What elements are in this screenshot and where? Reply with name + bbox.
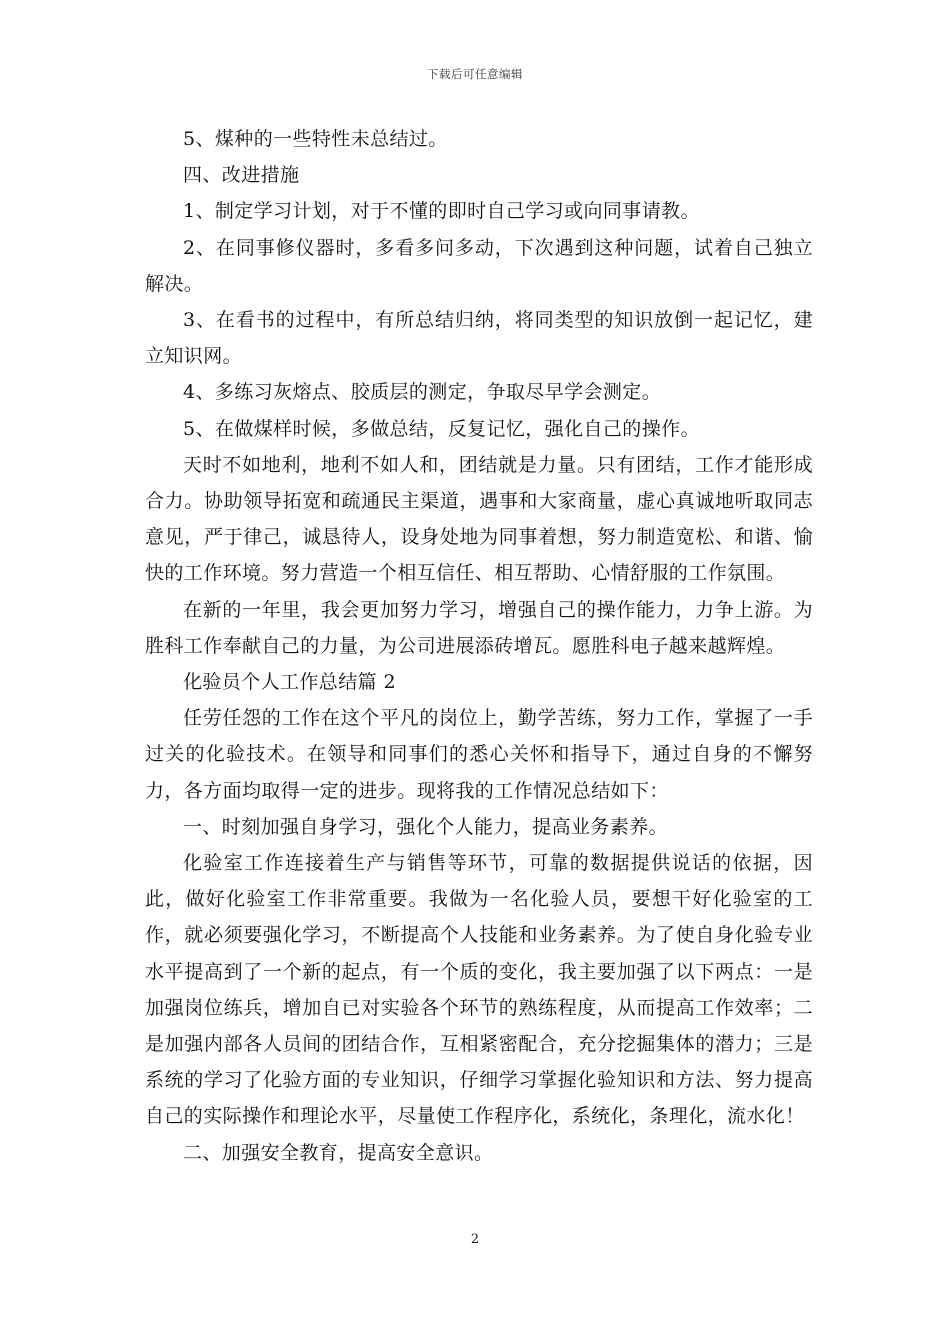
paragraph-knowledge-network: 3、在看书的过程中，有所总结归纳，将同类型的知识放倒一起记忆，建立知识网。 (145, 309, 813, 368)
paragraph-new-year: 在新的一年里，我会更加努力学习，增强自己的操作能力，力争上游。为胜科工作奉献自己的力量，为公司进展添砖增瓦。愿胜科电子越来越辉煌。 (145, 598, 813, 657)
paragraph-ash-fusion-practice: 4、多练习灰熔点、胶质层的测定，争取尽早学会测定。 (183, 381, 662, 404)
header-note: 下载后可任意编辑 (427, 67, 523, 81)
section-heading-self-study: 一、时刻加强自身学习，强化个人能力，提高业务素养。 (183, 815, 669, 838)
paragraph-study-plan: 1、制定学习计划，对于不懂的即时自己学习或向同事请教。 (183, 200, 700, 223)
paragraph-teamwork: 天时不如地利，地利不如人和，团结就是力量。只有团结，工作才能形成合力。协助领导拓宽和疏通民主渠道，遇事和大家商量，虚心真诚地听取同志意见，严于律己，诚恳待人，设身处地为同事着想，努力制造宽松、和谐、愉快的工作环境。努力营造一个相互信任、相互帮助、心情舒服的工作氛围。 (145, 453, 813, 585)
paragraph-coal-characteristics: 5、煤种的一些特性未总结过。 (183, 128, 448, 150)
paragraph-lab-work: 化验室工作连接着生产与销售等环节，可靠的数据提供说话的依据，因此，做好化验室工作非常重要。我做为一名化验人员，要想干好化验室的工作，就必须要强化学习，不断提高个人技能和业务素养。为了使自身化验专业水平提高到了一个新的起点，有一个质的变化，我主要加强了以下两点：一是加强岗位练兵，增加自已对实验各个环节的熟练程度，从而提高工作效率；二是加强内部各人员间的团结合作，互相紧密配合，充分挖掘集体的潜力；三是系统的学习了化验方面的专业知识，仔细学习掌握化验知识和方法、努力提高自己的实际操作和理论水平，尽量使工作程序化，系统化，条理化，流水化！ (145, 852, 813, 1128)
paragraph-instrument-repair: 2、在同事修仪器时，多看多问多动，下次遇到这种问题，试着自己独立解决。 (145, 236, 813, 295)
paragraph-coal-sample: 5、在做煤样时候，多做总结，反复记忆，强化自己的操作。 (183, 417, 700, 440)
section-title-part-2: 化验员个人工作总结篇 2 (183, 671, 396, 694)
document-body (145, 121, 813, 1171)
page-number: 2 (470, 1232, 480, 1247)
paragraph-diligent-work: 任劳任怨的工作在这个平凡的岗位上，勤学苦练，努力工作，掌握了一手过关的化验技术。在领导和同事们的悉心关怀和指导下，通过自身的不懈努力，各方面均取得一定的进步。现将我的工作情况总结如下： (145, 707, 813, 802)
section-heading-safety: 二、加强安全教育，提高安全意识。 (183, 1141, 494, 1164)
section-heading-improvement: 四、改进措施 (183, 164, 300, 187)
